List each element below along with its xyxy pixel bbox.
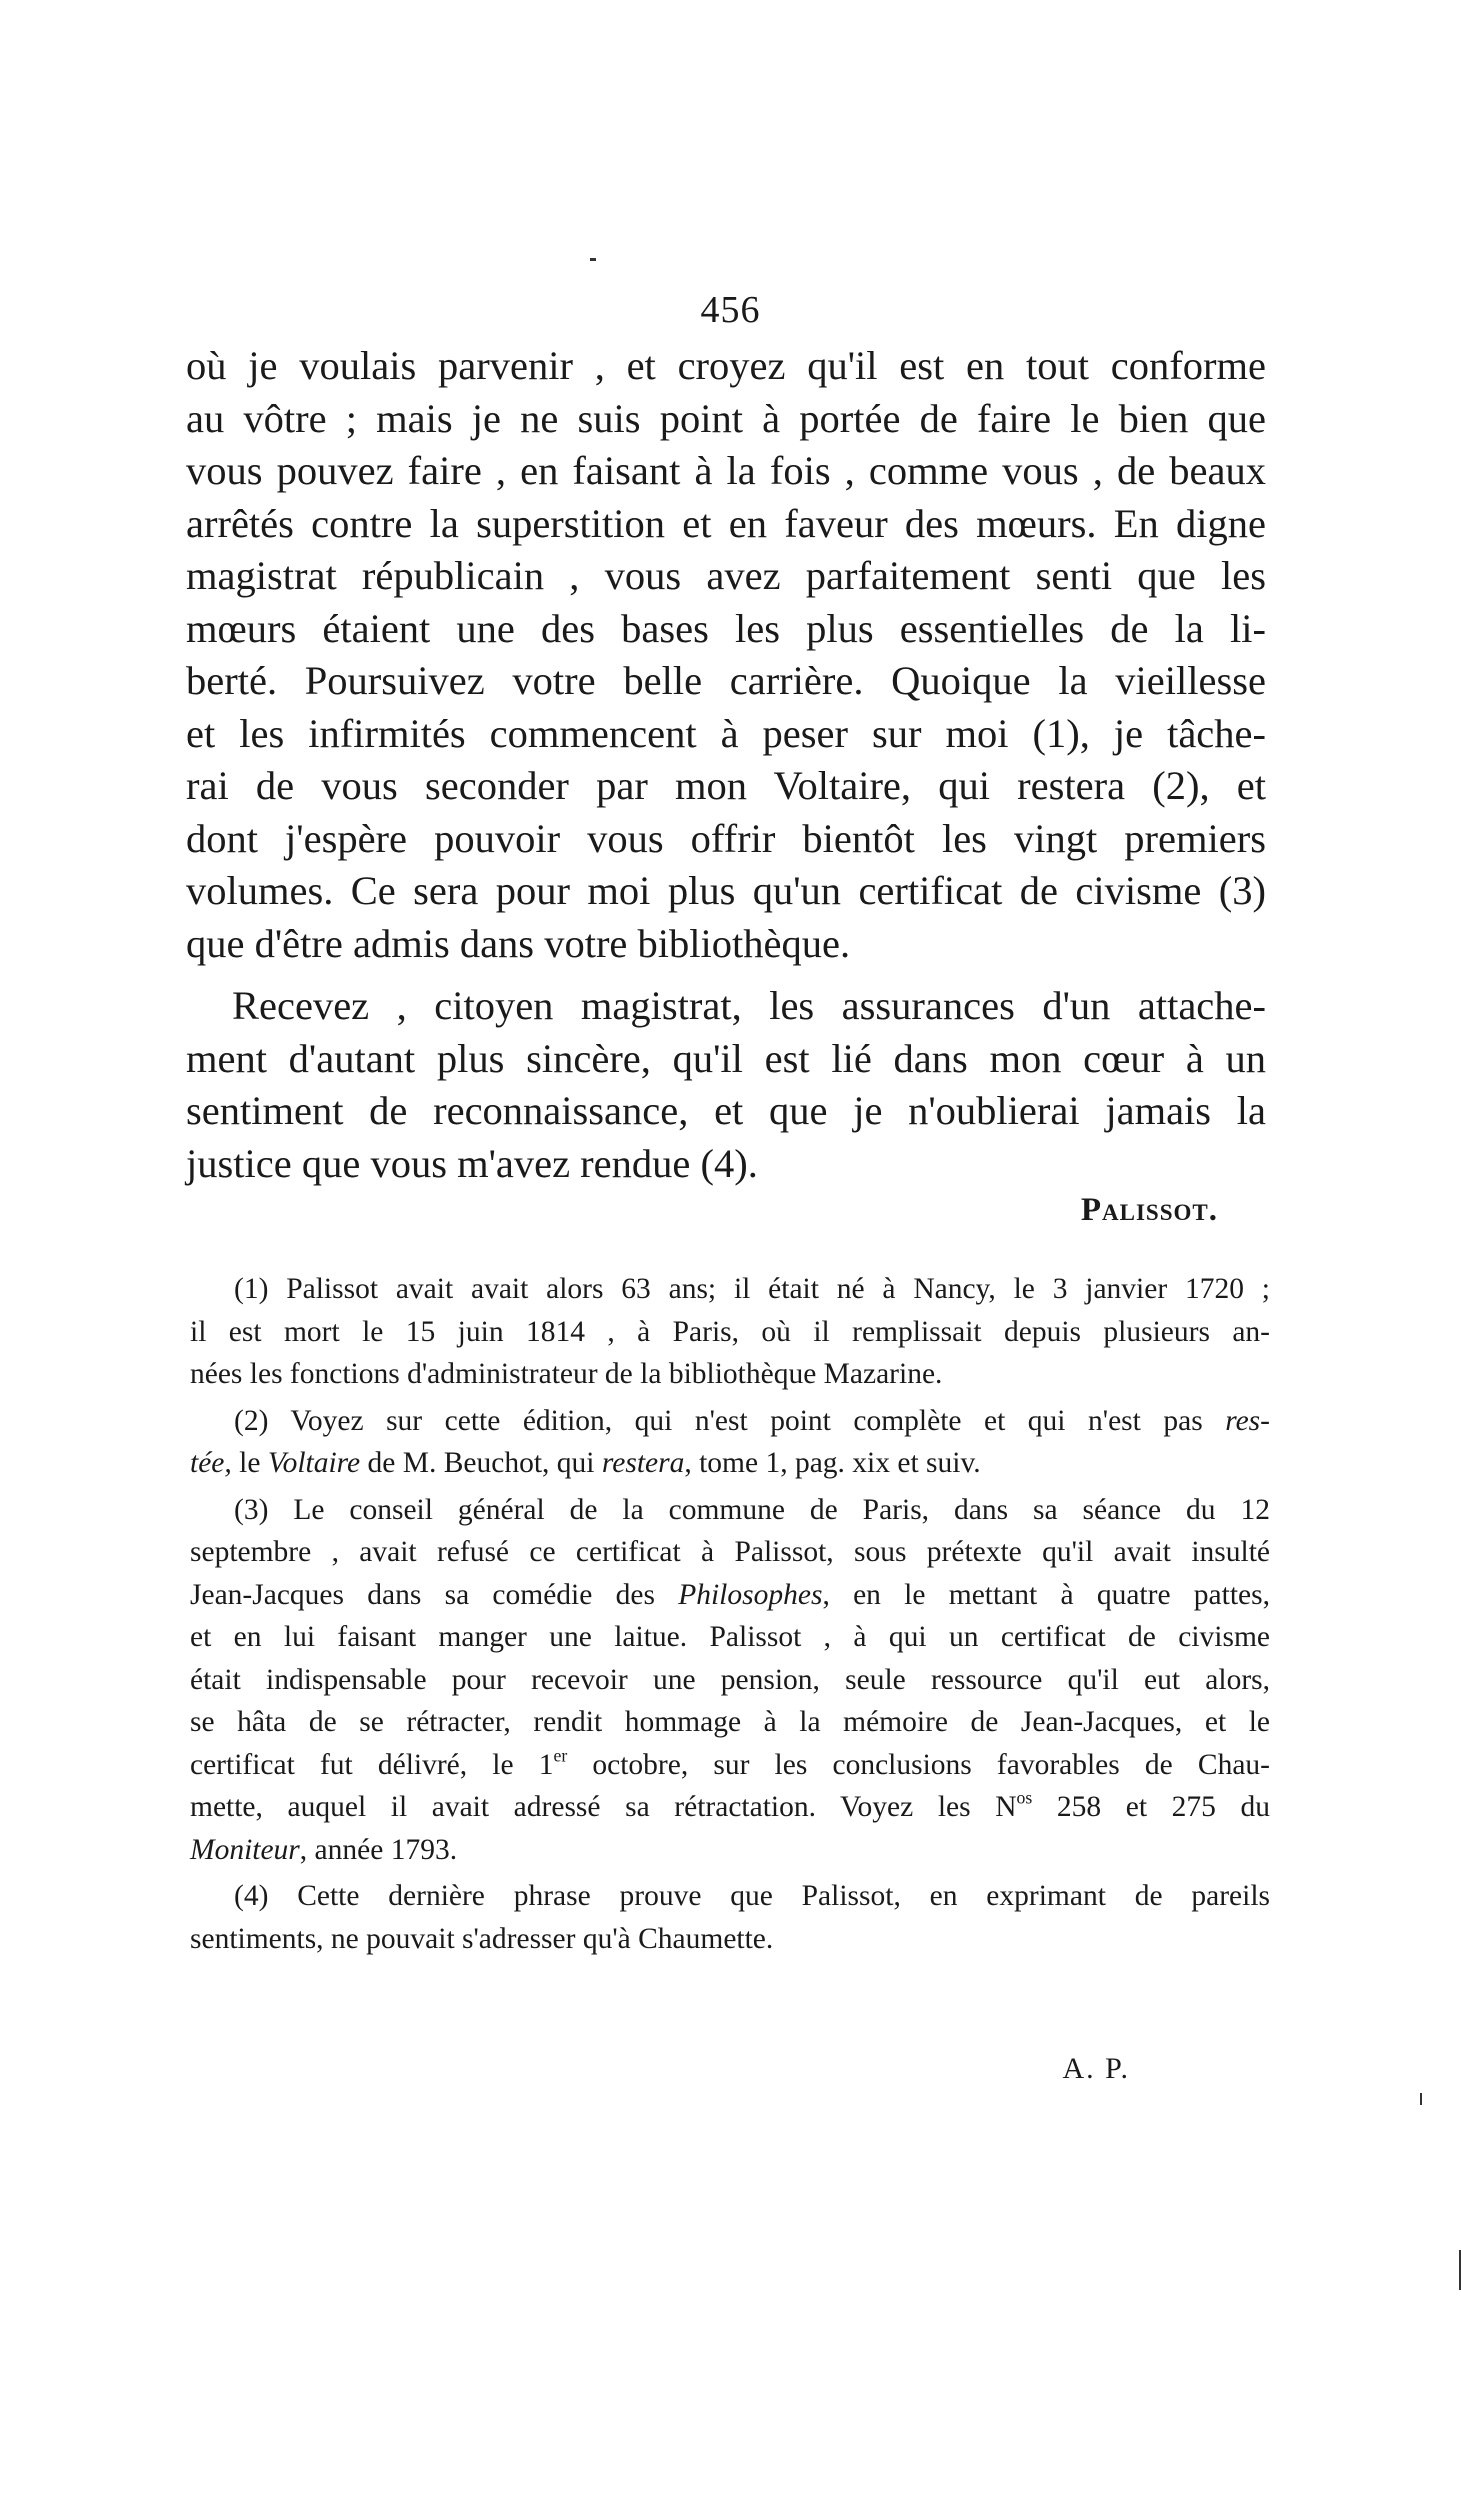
footnote-3-line: (3) Le conseil général de la commune de Paris, dans sa séance du 12	[234, 1493, 1270, 1526]
footnote-3-line: mette, auquel il avait adressé sa rétractation. Voyez les $N^{os}$ 258 et 275 du	[190, 1787, 1270, 1823]
text-line: vous pouvez faire , en faisant à la fois , comme vous , de beaux	[186, 448, 1266, 493]
text-line: ment d'autant plus sincère, qu'il est lié dans mon cœur à un	[186, 1035, 1266, 1081]
italic-text: restera	[601, 1447, 685, 1479]
main-text	[186, 340, 1266, 1190]
text-line: magistrat républicain , vous avez parfaitement senti que les	[186, 553, 1266, 598]
text-line: où je voulais parvenir , et croyez qu'il est en tout conforme	[186, 343, 1266, 388]
text-line: justice que vous m'avez rendue (4).	[186, 1140, 758, 1186]
footnote-1-line: (1) Palissot avait avait alors 63 ans; il était né à Nancy, le 3 janvier 1720 ;	[234, 1273, 1270, 1305]
author-signature: Palissot.	[1080, 1192, 1218, 1228]
footnote-3-line: Moniteur, année 1793.	[190, 1833, 458, 1866]
italic-text: Voltaire	[267, 1447, 361, 1479]
footnote-3-line: septembre , avait refusé ce certificat à Palissot, sous prétexte qu'il avait insulté	[190, 1536, 1270, 1568]
text-line: que d'être admis dans votre bibliothèque.	[186, 920, 851, 966]
footnote-3-line: Jean-Jacques dans sa comédie des Philosophes, en le mettant à quatre pattes,	[190, 1578, 1270, 1611]
scan-artifact	[590, 258, 596, 261]
italic-text: tée,	[190, 1447, 232, 1479]
footnote-3-line: certificat fut délivré, le 1er octobre, sur les conclusions favorables de Chau-	[190, 1745, 1270, 1781]
footnote-3-line: et en lui faisant manger une laitue. Palissot , à qui un certificat de civisme	[190, 1621, 1270, 1653]
footnotes	[190, 1268, 1270, 1960]
text-line: mœurs étaient une des bases les plus essentielles de la li-	[186, 605, 1266, 651]
text-line: dont j'espère pouvoir vous offrir bientôt les vingt premiers	[186, 815, 1266, 861]
footnote-2-line: tée, le Voltaire de M. Beuchot, qui restera, tome 1, pag. xix et suiv.	[190, 1447, 981, 1479]
text-line: arrêtés contre la superstition et en faveur des mœurs. En digne	[186, 500, 1266, 546]
text-line: berté. Poursuivez votre belle carrière. Quoique la vieillesse	[186, 658, 1266, 703]
text-line: sentiment de reconnaissance, et que je n'oublierai jamais la	[186, 1088, 1266, 1133]
footnote-2-line: (2) Voyez sur cette édition, qui n'est point complète et qui n'est pas res-	[234, 1404, 1270, 1437]
footnote-1-line: il est mort le 15 juin 1814 , à Paris, où il remplissait depuis plusieurs an-	[190, 1315, 1270, 1348]
footnote-4-line: sentiments, ne pouvait s'adresser qu'à Chaumette.	[190, 1922, 774, 1955]
text-line: au vôtre ; mais je ne suis point à portée de faire le bien que	[186, 395, 1266, 441]
text-line: Recevez , citoyen magistrat, les assurances d'un attache-	[232, 983, 1266, 1028]
footnote-4-line: (4) Cette dernière phrase prouve que Palissot, en exprimant de pareils	[234, 1880, 1270, 1912]
text-line: volumes. Ce sera pour moi plus qu'un certificat de civisme (3)	[186, 868, 1266, 913]
page-number: 456	[700, 289, 761, 331]
footnote-signature: A. P.	[1062, 2052, 1130, 2085]
footnote-1-line: nées les fonctions d'administrateur de la bibliothèque Mazarine.	[190, 1358, 943, 1390]
italic-text: Moniteur	[190, 1833, 300, 1866]
italic-text: res-	[1225, 1404, 1270, 1437]
italic-text: Philosophes	[678, 1578, 823, 1611]
text-line: et les infirmités commencent à peser sur moi (1), je tâche-	[186, 710, 1266, 756]
scan-artifact	[1420, 2093, 1422, 2105]
footnote-3-line: était indispensable pour recevoir une pension, seule ressource qu'il eut alors,	[190, 1663, 1270, 1696]
footnote-3-line: se hâta de se rétracter, rendit hommage à la mémoire de Jean-Jacques, et le	[190, 1706, 1270, 1738]
text-line: rai de vous seconder par mon Voltaire, qui restera (2), et	[186, 763, 1266, 808]
